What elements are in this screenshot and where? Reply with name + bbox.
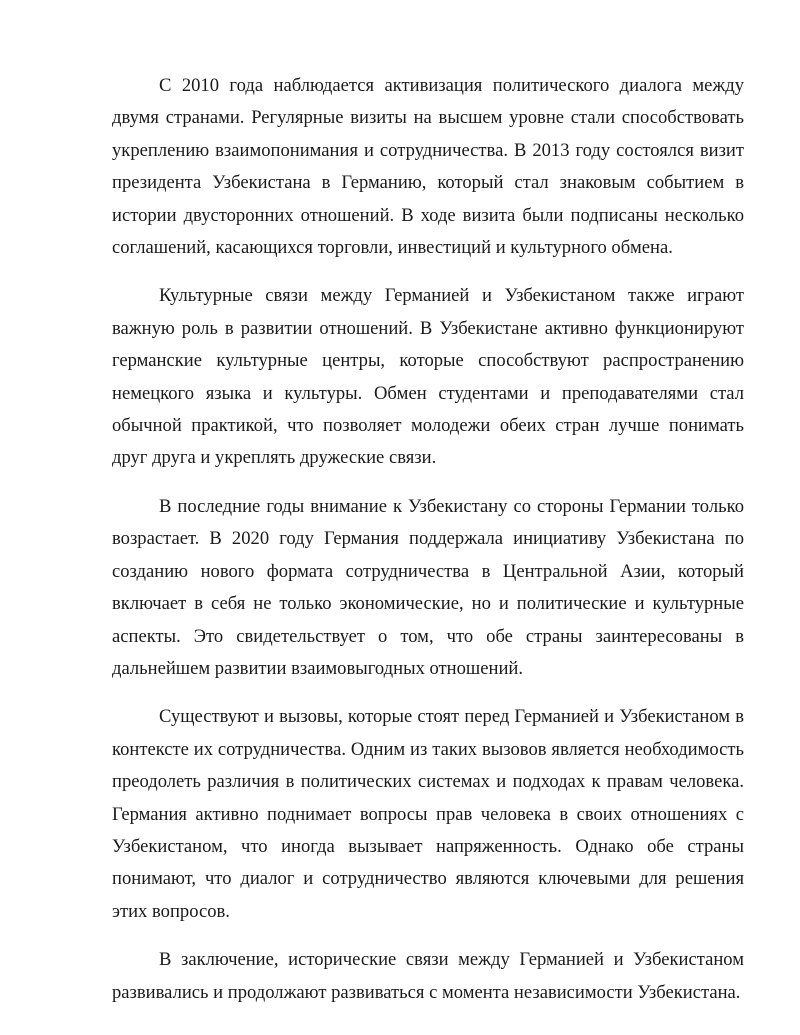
document-page (112, 70, 744, 1025)
paragraph-cultural-ties: Культурные связи между Германией и Узбекистаном также играют важную роль в развитии отношений. В Узбекистане активно функционируют германские культурные центры, которые способствуют распространению немецкого языка и культуры. Обмен студентами и преподавателями стал обычной практикой, что позволяет молодежи обеих стран лучше понимать друг друга и укреплять дружеские связи. (112, 285, 744, 469)
paragraph-political-dialogue: С 2010 года наблюдается активизация политического диалога между двумя странами. Регулярные визиты на высшем уровне стали способствовать укреплению взаимопонимания и сотрудничества. В 2013 году состоялся визит президента Узбекистана в Германию, который стал знаковым событием в истории двусторонних отношений. В ходе визита были подписаны несколько соглашений, касающихся торговли, инвестиций и культурного обмена. (112, 75, 744, 259)
paragraph-recent-years: В последние годы внимание к Узбекистану со стороны Германии только возрастает. В 2020 году Германия поддержала инициативу Узбекистана по созданию нового формата сотрудничества в Центральной Азии, который включает в себя не только экономические, но и политические и культурные аспекты. Это свидетельствует о том, что обе страны заинтересованы в дальнейшем развитии взаимовыгодных отношений. (112, 495, 744, 679)
paragraph-conclusion: В заключение, исторические связи между Германией и Узбекистаном развивались и продолжают развиваться с момента независимости Узбекистана. (112, 949, 744, 1003)
paragraph-challenges: Существуют и вызовы, которые стоят перед Германией и Узбекистаном в контексте их сотрудничества. Одним из таких вызовов является необходимость преодолеть различия в политических системах и подходах к правам человека. Германия активно поднимает вопросы прав человека в своих отношениях с Узбекистаном, что иногда вызывает напряженность. Однако обе страны понимают, что диалог и сотрудничество являются ключевыми для решения этих вопросов. (112, 706, 744, 922)
